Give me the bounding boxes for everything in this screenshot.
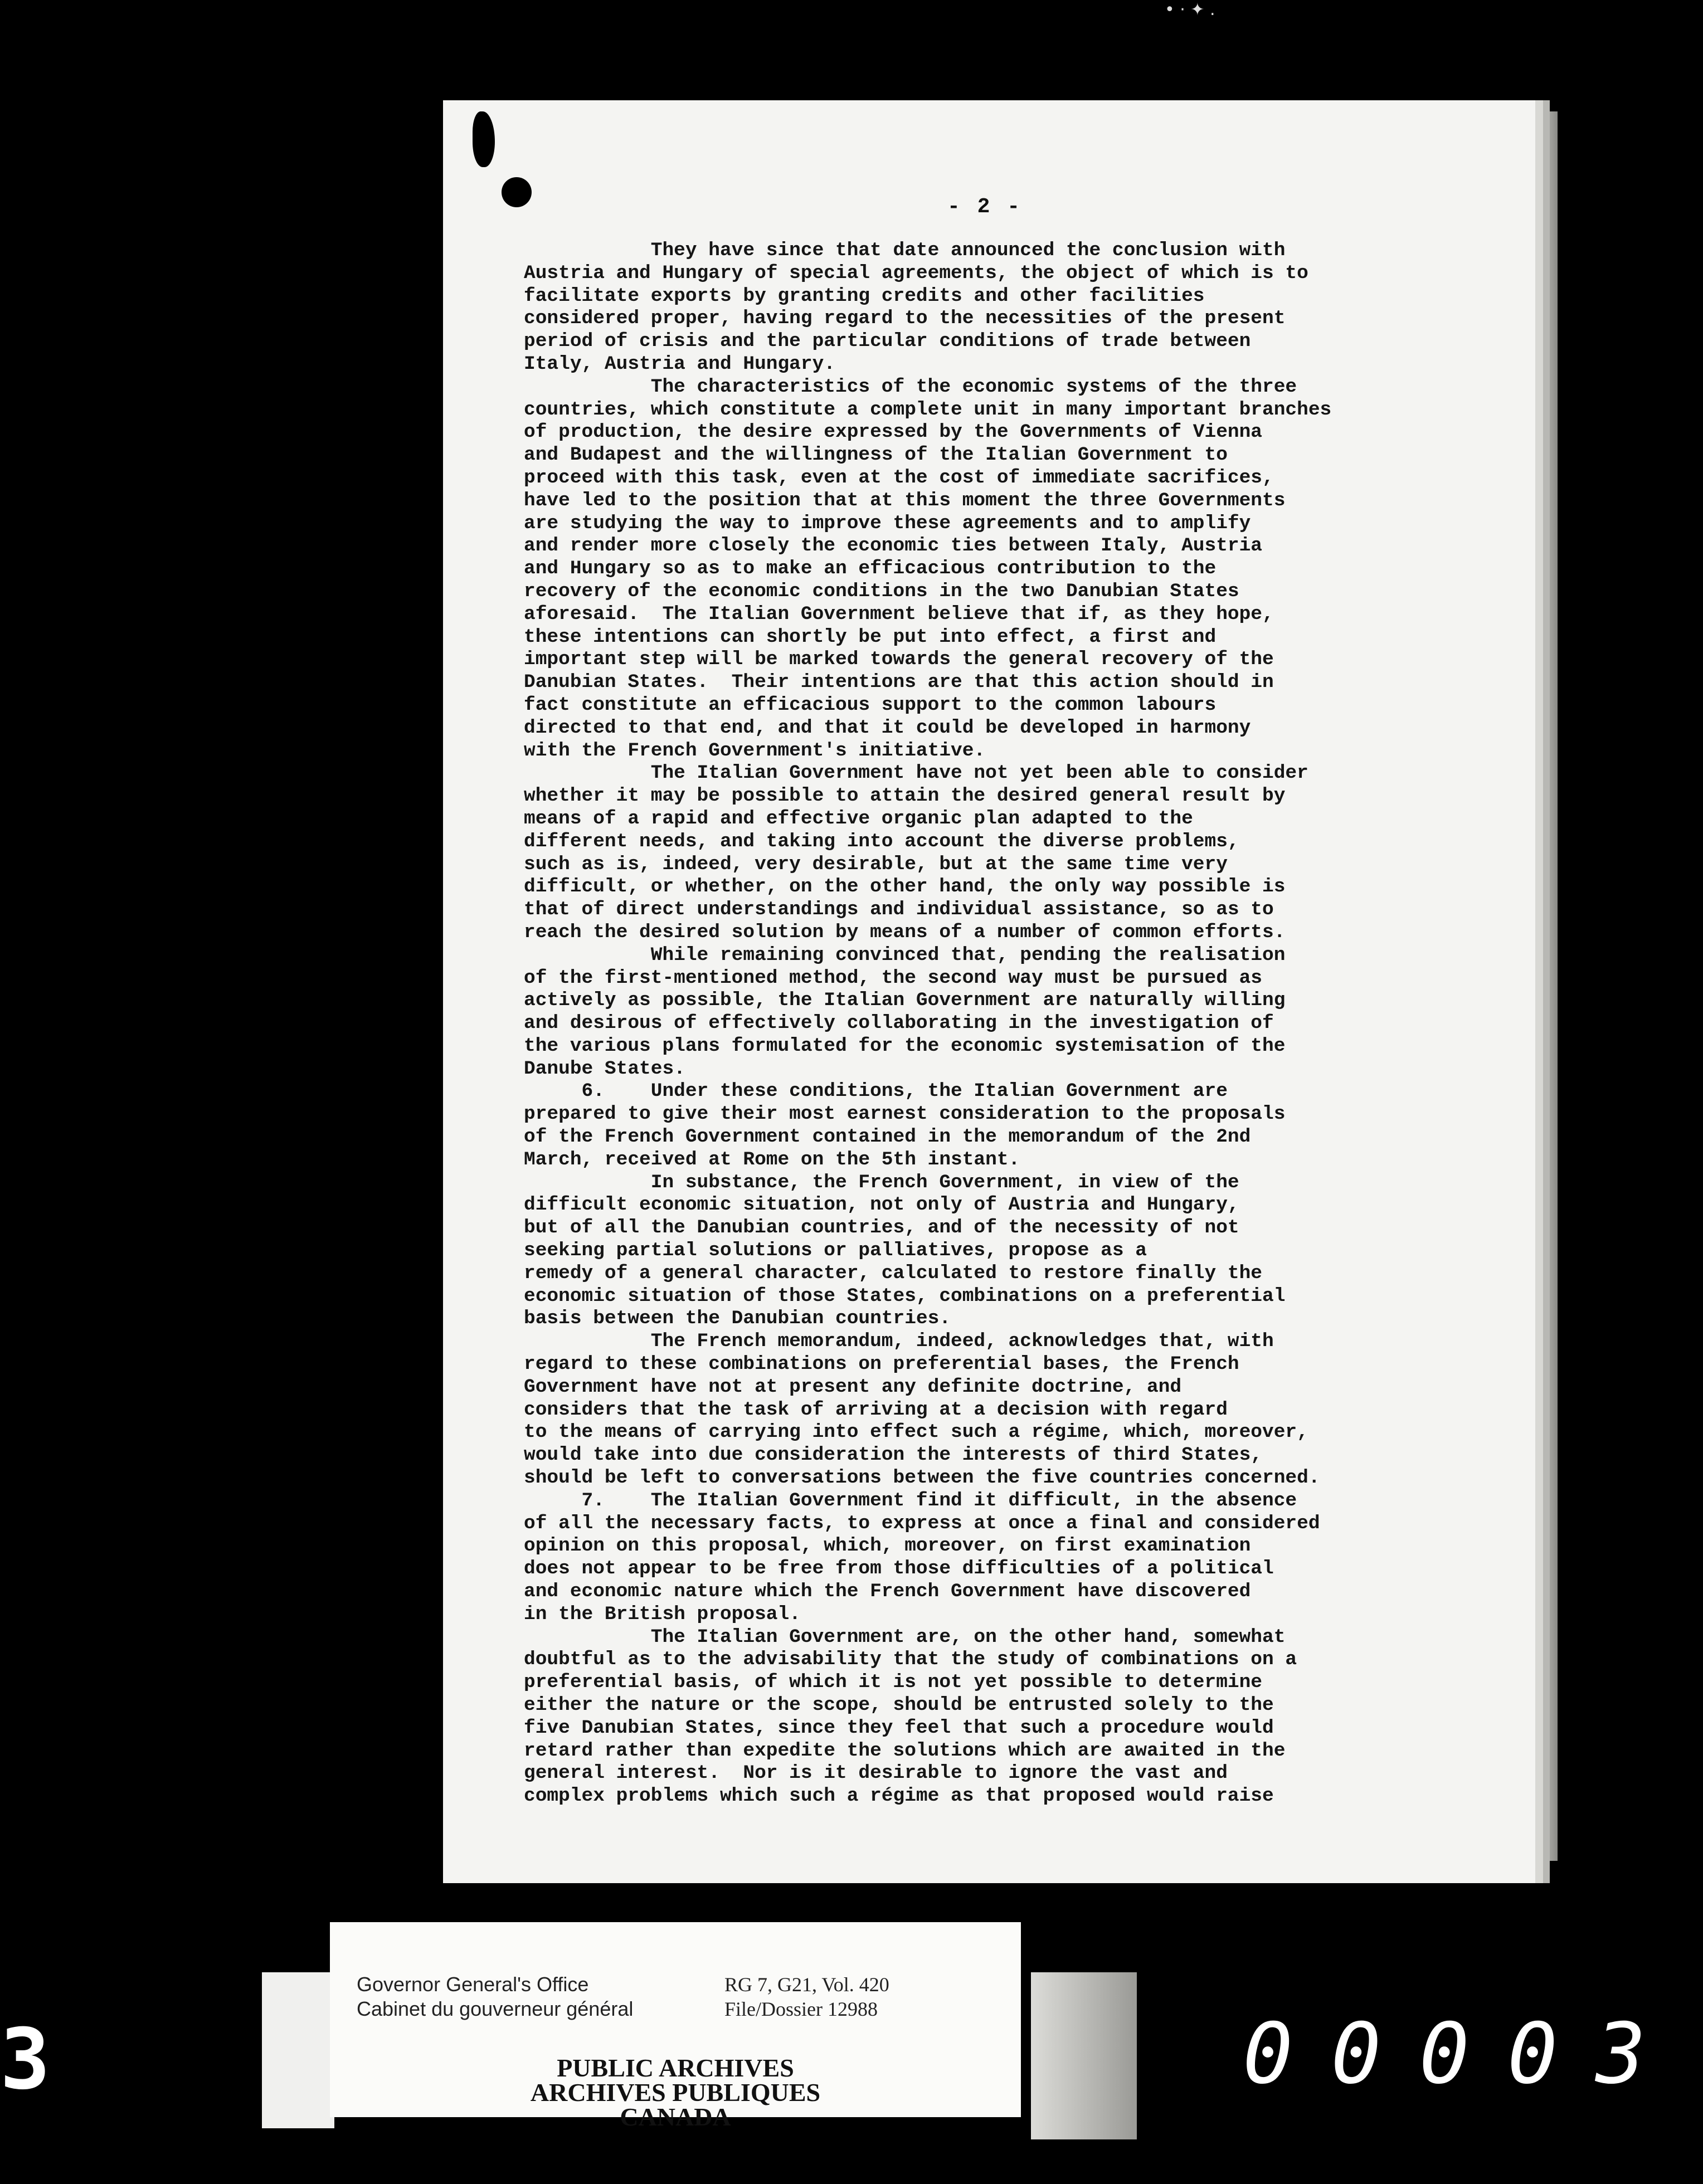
archives-stamp	[330, 2056, 1021, 2129]
reference-number: RG 7, G21, Vol. 420	[724, 1973, 889, 1996]
label-smudge	[1031, 1972, 1137, 2139]
archives-french: ARCHIVES PUBLIQUES	[530, 2078, 821, 2107]
office-french: Cabinet du gouverneur général	[357, 1997, 634, 2020]
punch-hole	[502, 177, 532, 207]
archives-country: CANADA	[620, 2103, 731, 2131]
archives-english: PUBLIC ARCHIVES	[557, 2054, 794, 2082]
page-number: - 2 -	[947, 195, 1023, 219]
label-tab	[262, 1972, 334, 2128]
document-body-text: They have since that date announced the conclusion with Austria and Hungary of special agreements, the object of which is to facilitate exports by granting credits and other facilities considered proper, having regard to the necessities of the present period of crisis and the particular conditions of trade between Italy, Austria and Hungary. The characteristics of the economic systems of the three countries, which constitute a complete unit in many important branches of production, the desire expressed by the Governments of Vienna and Budapest and the willingness of the Italian Government to proceed with this task, even at the cost of immediate sacrifices, have led to the position that at this moment the three Governments are studying the way to improve these agreements and to amplify and render more closely the economic ties between Italy, Austria and Hungary so as to make an efficacious contribution to the recovery of the economic conditions in the two Danubian States aforesaid. The Italian Government believe that if, as they hope, these intentions can shortly be put into effect, a first and important step will be marked towards the general recovery of the Danubian States. Their intentions are that this action should in fact constitute an efficacious support to the common labours directed to that end, and that it could be developed in harmony with the French Government's initiative. The Italian Government have not yet been able to consider whether it may be possible to attain the desired general result by means of a rapid and effective organic plan adapted to the different needs, and taking into account the diverse problems, such as is, indeed, very desirable, but at the same time very difficult, or whether, on the other hand, the only way possible is that of direct understandings and individual assistance, so as to reach the desired solution by means of a number of common efforts. While remaining convinced that, pending the realisation of the first-mentioned method, the second way must be pursued as actively as possible, the Italian Government are naturally willing and desirous of effectively collaborating in the investigation of the various plans formulated for the economic systemisation of the Danube States. 6. Under these conditions, the Italian Government are prepared to give their most earnest consideration to the proposals of the French Government contained in the memorandum of the 2nd March, received at Rome on the 5th instant. In substance, the French Government, in view of the difficult economic situation, not only of Austria and Hungary, but of all the Danubian countries, and of the necessity of not seeking partial solutions or palliatives, propose as a remedy of a general character, calculated to restore finally the economic situation of those States, combinations on a preferential basis between the Danubian countries. The French memorandum, indeed, acknowledges that, with regard to these combinations on preferential bases, the French Government have not at present any definite doctrine, and considers that the task of arriving at a decision with regard to the means of carrying into effect such a régime, which, moreover, would take into due consideration the interests of third States, should be left to conversations between the five countries concerned. 7. The Italian Government find it difficult, in the absence of all the necessary facts, to express at once a final and considered opinion on this proposal, which, moreover, on first examination does not appear to be free from those difficulties of a political and economic nature which the French Government have discovered in the British proposal. The Italian Government are, on the other hand, somewhat doubtful as to the advisability that the study of combinations on a preferential basis, of which it is not yet possible to determine either the nature or the scope, should be entrusted solely to the five Danubian States, since they feel that such a procedure would retard rather than expedite the solutions which are awaited in the general interest. Nor is it desirable to ignore the vast and complex problems which such a régime as that proposed would raise	[524, 240, 1332, 1807]
frame-number-left: 3	[0, 2011, 51, 2108]
office-english: Governor General's Office	[357, 1973, 589, 1996]
film-specks: • · ✦ .	[1165, 0, 1215, 20]
file-number: File/Dossier 12988	[724, 1998, 878, 2020]
archive-reference	[724, 1972, 889, 2021]
archive-office	[357, 1972, 633, 2021]
frame-number-right: 00003	[1243, 2006, 1684, 2103]
page-edge-shadow	[1535, 111, 1558, 1861]
